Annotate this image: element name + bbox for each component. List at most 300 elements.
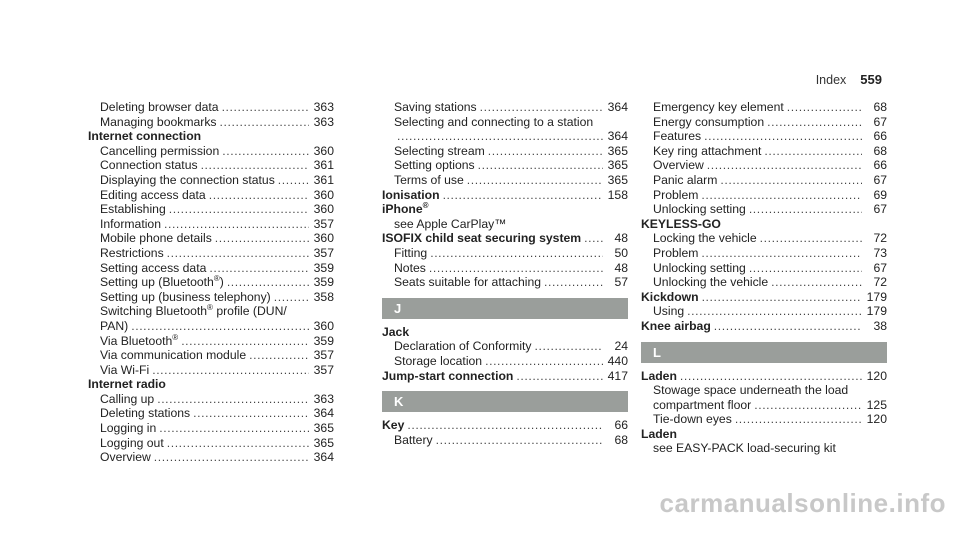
leader-dots	[407, 418, 603, 433]
index-subentry	[88, 261, 334, 276]
index-subentry	[382, 115, 628, 130]
entry-label: Managing bookmarks	[100, 114, 217, 129]
leader-dots	[787, 100, 862, 115]
entry-text	[100, 363, 149, 378]
index-subentry	[88, 188, 334, 203]
entry-page: 66	[614, 418, 628, 433]
entry-label: Cancelling permission	[100, 143, 220, 158]
entry-label: PAN)	[100, 318, 129, 333]
entry-page: 66	[873, 158, 887, 173]
index-heading	[641, 369, 887, 384]
entry-label: Seats suitable for attaching	[394, 275, 542, 290]
entry-text	[100, 173, 275, 188]
leader-dots	[735, 412, 862, 427]
entry-label: Setting up (business telephony)	[100, 289, 271, 304]
index-subentry	[88, 450, 334, 465]
entry-text	[653, 100, 784, 115]
index-subentry	[88, 421, 334, 436]
entry-label-tail: profile (DUN/	[212, 304, 287, 319]
entry-text	[653, 129, 701, 144]
entry-text	[382, 188, 440, 203]
entry-text	[100, 392, 154, 407]
entry-label: Via Wi-Fi	[100, 362, 150, 377]
entry-page: 120	[866, 412, 887, 427]
entry-text	[653, 261, 746, 276]
entry-text	[394, 100, 477, 115]
entry-text	[653, 158, 704, 173]
index-subentry	[382, 158, 628, 173]
index-subentry	[382, 261, 628, 276]
index-subentry	[88, 158, 334, 173]
index-heading	[88, 377, 334, 392]
entry-label: Jump-start connection	[382, 368, 514, 383]
entry-label: Overview	[653, 158, 704, 173]
entry-page: 67	[873, 114, 887, 129]
entry-page: 179	[866, 304, 887, 319]
entry-label: Displaying the connection status	[100, 172, 275, 187]
index-subentry	[641, 275, 887, 290]
index-subentry	[88, 319, 334, 334]
entry-text	[394, 433, 433, 448]
entry-page: 158	[607, 187, 628, 202]
entry-page: 357	[313, 245, 334, 260]
entry-label: Tie-down eyes	[653, 412, 732, 427]
registered-mark: ®	[172, 332, 179, 342]
leader-dots	[544, 275, 603, 290]
index-subentry	[382, 217, 628, 232]
index-heading	[382, 202, 628, 217]
entry-text	[100, 334, 178, 349]
entry-label: see EASY-PACK load-securing kit	[653, 441, 836, 456]
entry-text	[382, 369, 513, 384]
entry-label: Declaration of Conformity	[394, 339, 532, 354]
leader-dots	[222, 144, 309, 159]
leader-dots	[771, 275, 862, 290]
entry-text	[653, 202, 746, 217]
index-heading	[382, 325, 628, 340]
registered-mark: ®	[422, 201, 429, 211]
entry-text	[100, 231, 212, 246]
entry-page: 365	[607, 158, 628, 173]
entry-page: 57	[614, 275, 628, 290]
entry-text	[394, 354, 482, 369]
entry-page: 68	[873, 143, 887, 158]
index-subentry	[88, 217, 334, 232]
page-number: 559	[860, 72, 882, 87]
leader-dots	[702, 290, 862, 305]
leader-dots	[687, 304, 862, 319]
leader-dots	[209, 261, 309, 276]
leader-dots	[209, 188, 309, 203]
entry-page: 72	[873, 231, 887, 246]
entry-text	[100, 158, 198, 173]
entry-label: Emergency key element	[653, 100, 784, 114]
leader-dots	[754, 398, 862, 413]
entry-label: Features	[653, 129, 702, 144]
entry-label: compartment floor	[653, 397, 752, 412]
leader-dots	[478, 158, 603, 173]
index-subentry	[382, 129, 628, 144]
leader-dots	[485, 354, 603, 369]
entry-label: Setting access data	[100, 260, 207, 275]
entry-label: Internet radio	[88, 377, 166, 392]
leader-dots	[535, 339, 603, 354]
entry-page: 359	[313, 333, 334, 348]
index-subentry	[88, 144, 334, 159]
index-subentry	[641, 246, 887, 261]
index-subentry	[641, 188, 887, 203]
entry-text	[382, 202, 429, 217]
entry-page: 357	[313, 216, 334, 231]
entry-page: 365	[313, 421, 334, 436]
leader-dots	[167, 436, 309, 451]
entry-label: Storage location	[394, 353, 483, 368]
entry-text	[88, 377, 166, 392]
entry-page: 440	[607, 353, 628, 368]
index-column-2	[382, 100, 628, 447]
index-subentry	[88, 290, 334, 305]
entry-label: Logging out	[100, 435, 164, 450]
index-subentry	[641, 129, 887, 144]
letter-header: K	[382, 391, 628, 412]
leader-dots	[714, 319, 862, 334]
entry-label: Establishing	[100, 202, 166, 217]
entry-text	[88, 129, 201, 144]
entry-text	[641, 290, 699, 305]
index-subentry	[641, 261, 887, 276]
entry-text	[653, 304, 684, 319]
index-subentry	[641, 412, 887, 427]
entry-page: 67	[873, 172, 887, 187]
index-heading	[382, 188, 628, 203]
entry-label: Jack	[382, 324, 410, 339]
entry-label: Battery	[394, 432, 433, 447]
entry-text	[100, 100, 219, 115]
entry-label: Editing access data	[100, 187, 206, 202]
entry-label: Restrictions	[100, 245, 164, 260]
index-heading	[641, 427, 887, 442]
leader-dots	[760, 231, 862, 246]
letter-header: J	[382, 298, 628, 319]
leader-dots	[701, 246, 862, 261]
letter-header: L	[641, 342, 887, 363]
entry-label: Key	[382, 418, 405, 433]
entry-label: Switching Bluetooth	[100, 304, 208, 319]
entry-page: 361	[313, 172, 334, 187]
entry-text	[653, 231, 757, 246]
index-subentry	[88, 436, 334, 451]
entry-text	[394, 144, 485, 159]
leader-dots	[167, 246, 309, 261]
entry-text	[382, 231, 581, 246]
entry-page: 364	[313, 406, 334, 421]
entry-label: Internet connection	[88, 129, 202, 144]
leader-dots	[181, 334, 309, 349]
entry-text	[653, 398, 751, 413]
entry-text	[100, 115, 217, 130]
entry-page: 361	[313, 158, 334, 173]
leader-dots	[193, 406, 309, 421]
entry-text	[100, 188, 206, 203]
index-subentry	[382, 144, 628, 159]
registered-mark: ®	[213, 274, 220, 284]
index-subentry	[382, 433, 628, 448]
entry-label: Overview	[100, 450, 151, 465]
entry-text	[394, 173, 464, 188]
entry-text	[100, 406, 190, 421]
header-label: Index	[815, 73, 847, 87]
index-subentry	[641, 173, 887, 188]
entry-label: Stowage space underneath the load	[653, 383, 849, 398]
entry-page: 357	[313, 362, 334, 377]
entry-page: 67	[873, 260, 887, 275]
entry-page: 67	[873, 202, 887, 217]
leader-dots	[704, 129, 862, 144]
index-subentry	[88, 304, 334, 319]
entry-text	[653, 173, 717, 188]
index-subentry	[641, 441, 887, 456]
entry-label: Key ring attachment	[653, 143, 762, 158]
entry-page: 359	[313, 275, 334, 290]
entry-page: 360	[313, 231, 334, 246]
entry-text	[394, 217, 506, 232]
entry-label: Locking the vehicle	[653, 231, 757, 246]
index-subentry	[641, 158, 887, 173]
entry-text	[100, 319, 128, 334]
leader-dots	[516, 369, 603, 384]
leader-dots	[152, 363, 309, 378]
entry-label: Notes	[394, 260, 426, 275]
index-heading	[641, 290, 887, 305]
entry-page: 365	[607, 172, 628, 187]
entry-page: 50	[614, 245, 628, 260]
index-subentry	[88, 115, 334, 130]
index-subentry	[88, 348, 334, 363]
entry-page: 68	[873, 100, 887, 114]
entry-page: 360	[313, 187, 334, 202]
leader-dots	[274, 290, 309, 305]
leader-dots	[131, 319, 309, 334]
index-subentry	[88, 275, 334, 290]
entry-page: 360	[313, 202, 334, 217]
entry-page: 359	[313, 260, 334, 275]
index-subentry	[641, 304, 887, 319]
leader-dots	[220, 115, 309, 130]
index-subentry	[88, 173, 334, 188]
leader-dots	[201, 158, 309, 173]
entry-label: Logging in	[100, 421, 157, 436]
entry-text	[394, 115, 593, 130]
entry-label: Selecting stream	[394, 143, 485, 158]
entry-text	[100, 202, 166, 217]
entry-text	[382, 325, 409, 340]
index-subentry	[641, 202, 887, 217]
index-heading	[382, 369, 628, 384]
entry-label: Via Bluetooth	[100, 333, 173, 348]
entry-text	[100, 436, 164, 451]
entry-text	[100, 304, 287, 319]
entry-page: 360	[313, 318, 334, 333]
entry-page: 68	[614, 432, 628, 447]
entry-text	[653, 275, 768, 290]
entry-text	[100, 421, 156, 436]
index-subentry	[88, 231, 334, 246]
index-column-3	[641, 100, 887, 456]
leader-dots	[227, 275, 309, 290]
entry-label: Panic alarm	[653, 172, 718, 187]
entry-text	[100, 450, 151, 465]
index-subentry	[88, 406, 334, 421]
index-subentry	[88, 334, 334, 349]
leader-dots	[749, 261, 862, 276]
entry-label: Unlocking the vehicle	[653, 275, 769, 290]
entry-label: Laden	[641, 426, 677, 441]
entry-label: see Apple CarPlay™	[394, 216, 507, 231]
leader-dots	[720, 173, 862, 188]
entry-page: 69	[873, 187, 887, 202]
index-subentry	[641, 383, 887, 398]
entry-text	[653, 115, 764, 130]
entry-label: Mobile phone details	[100, 231, 212, 246]
entry-text	[653, 144, 761, 159]
entry-label: Fitting	[394, 245, 428, 260]
entry-text	[653, 383, 848, 398]
entry-page: 38	[873, 318, 887, 333]
entry-label: Problem	[653, 245, 699, 260]
entry-page: 358	[313, 289, 334, 304]
leader-dots	[278, 173, 309, 188]
leader-dots	[222, 100, 309, 115]
leader-dots	[397, 129, 603, 144]
index-subentry	[382, 100, 628, 115]
leader-dots	[436, 433, 603, 448]
leader-dots	[159, 421, 309, 436]
entry-page: 417	[607, 368, 628, 383]
entry-text	[100, 217, 161, 232]
entry-page: 73	[873, 245, 887, 260]
entry-label: Terms of use	[394, 172, 464, 187]
entry-text	[394, 339, 532, 354]
index-subentry	[88, 363, 334, 378]
leader-dots	[584, 231, 603, 246]
index-subentry	[88, 100, 334, 115]
entry-text	[100, 290, 271, 305]
entry-text	[100, 261, 206, 276]
index-subentry	[382, 275, 628, 290]
index-subentry	[641, 115, 887, 130]
entry-page: 357	[313, 348, 334, 363]
entry-page: 365	[313, 435, 334, 450]
index-subentry	[382, 173, 628, 188]
index-subentry	[88, 392, 334, 407]
leader-dots	[164, 217, 309, 232]
entry-page: 48	[614, 260, 628, 275]
index-column-1	[88, 100, 334, 465]
entry-text	[394, 158, 475, 173]
entry-label: Using	[653, 304, 685, 319]
entry-label: Knee airbag	[641, 318, 711, 333]
leader-dots	[767, 115, 862, 130]
entry-page: 66	[873, 129, 887, 144]
entry-label: Deleting stations	[100, 406, 191, 421]
entry-label: Selecting and connecting to a station	[394, 114, 594, 129]
entry-page: 363	[313, 114, 334, 129]
entry-page: 72	[873, 275, 887, 290]
leader-dots	[169, 202, 309, 217]
entry-label: Unlocking setting	[653, 202, 746, 217]
entry-label: Saving stations	[394, 100, 477, 114]
entry-page: 364	[607, 100, 628, 114]
leader-dots	[429, 261, 603, 276]
leader-dots	[430, 246, 603, 261]
index-subentry	[382, 354, 628, 369]
index-heading	[382, 418, 628, 433]
entry-text	[394, 246, 427, 261]
entry-page: 24	[614, 339, 628, 354]
registered-mark: ®	[207, 303, 213, 313]
entry-page: 360	[313, 143, 334, 158]
entry-page: 363	[313, 100, 334, 114]
index-heading	[641, 319, 887, 334]
index-subentry	[382, 339, 628, 354]
entry-label: iPhone	[382, 202, 423, 217]
entry-text	[653, 246, 698, 261]
entry-label: Connection status	[100, 158, 198, 173]
entry-text	[641, 427, 677, 442]
entry-text	[641, 217, 721, 232]
leader-dots	[157, 392, 309, 407]
entry-label: Setting up (Bluetooth	[100, 275, 214, 290]
index-heading	[641, 217, 887, 232]
entry-text	[641, 369, 677, 384]
leader-dots	[480, 100, 603, 115]
entry-page: 120	[866, 368, 887, 383]
entry-label: Ionisation	[382, 187, 440, 202]
entry-page: 125	[866, 397, 887, 412]
entry-text	[100, 348, 246, 363]
leader-dots	[680, 369, 862, 384]
leader-dots	[249, 348, 309, 363]
entry-label: ISOFIX child seat securing system	[382, 231, 582, 246]
entry-page: 365	[607, 143, 628, 158]
entry-text	[653, 412, 732, 427]
index-heading	[382, 231, 628, 246]
entry-label: Unlocking setting	[653, 260, 746, 275]
entry-page: 179	[866, 289, 887, 304]
entry-page: 364	[607, 129, 628, 144]
leader-dots	[215, 231, 309, 246]
entry-page: 48	[614, 231, 628, 246]
leader-dots	[154, 450, 309, 465]
entry-text	[653, 441, 836, 456]
entry-label: Kickdown	[641, 289, 699, 304]
entry-text	[100, 144, 219, 159]
entry-text	[100, 275, 224, 290]
entry-text	[653, 188, 698, 203]
leader-dots	[701, 188, 862, 203]
entry-label: Deleting browser data	[100, 100, 219, 114]
entry-label: Problem	[653, 187, 699, 202]
page-header	[816, 72, 882, 87]
leader-dots	[443, 188, 603, 203]
leader-dots	[707, 158, 862, 173]
index-heading	[88, 129, 334, 144]
index-subentry	[641, 231, 887, 246]
entry-page: 363	[313, 391, 334, 406]
entry-label: KEYLESS-GO	[641, 216, 721, 231]
watermark: carmanualsonline.info	[659, 488, 946, 518]
entry-text	[394, 275, 541, 290]
